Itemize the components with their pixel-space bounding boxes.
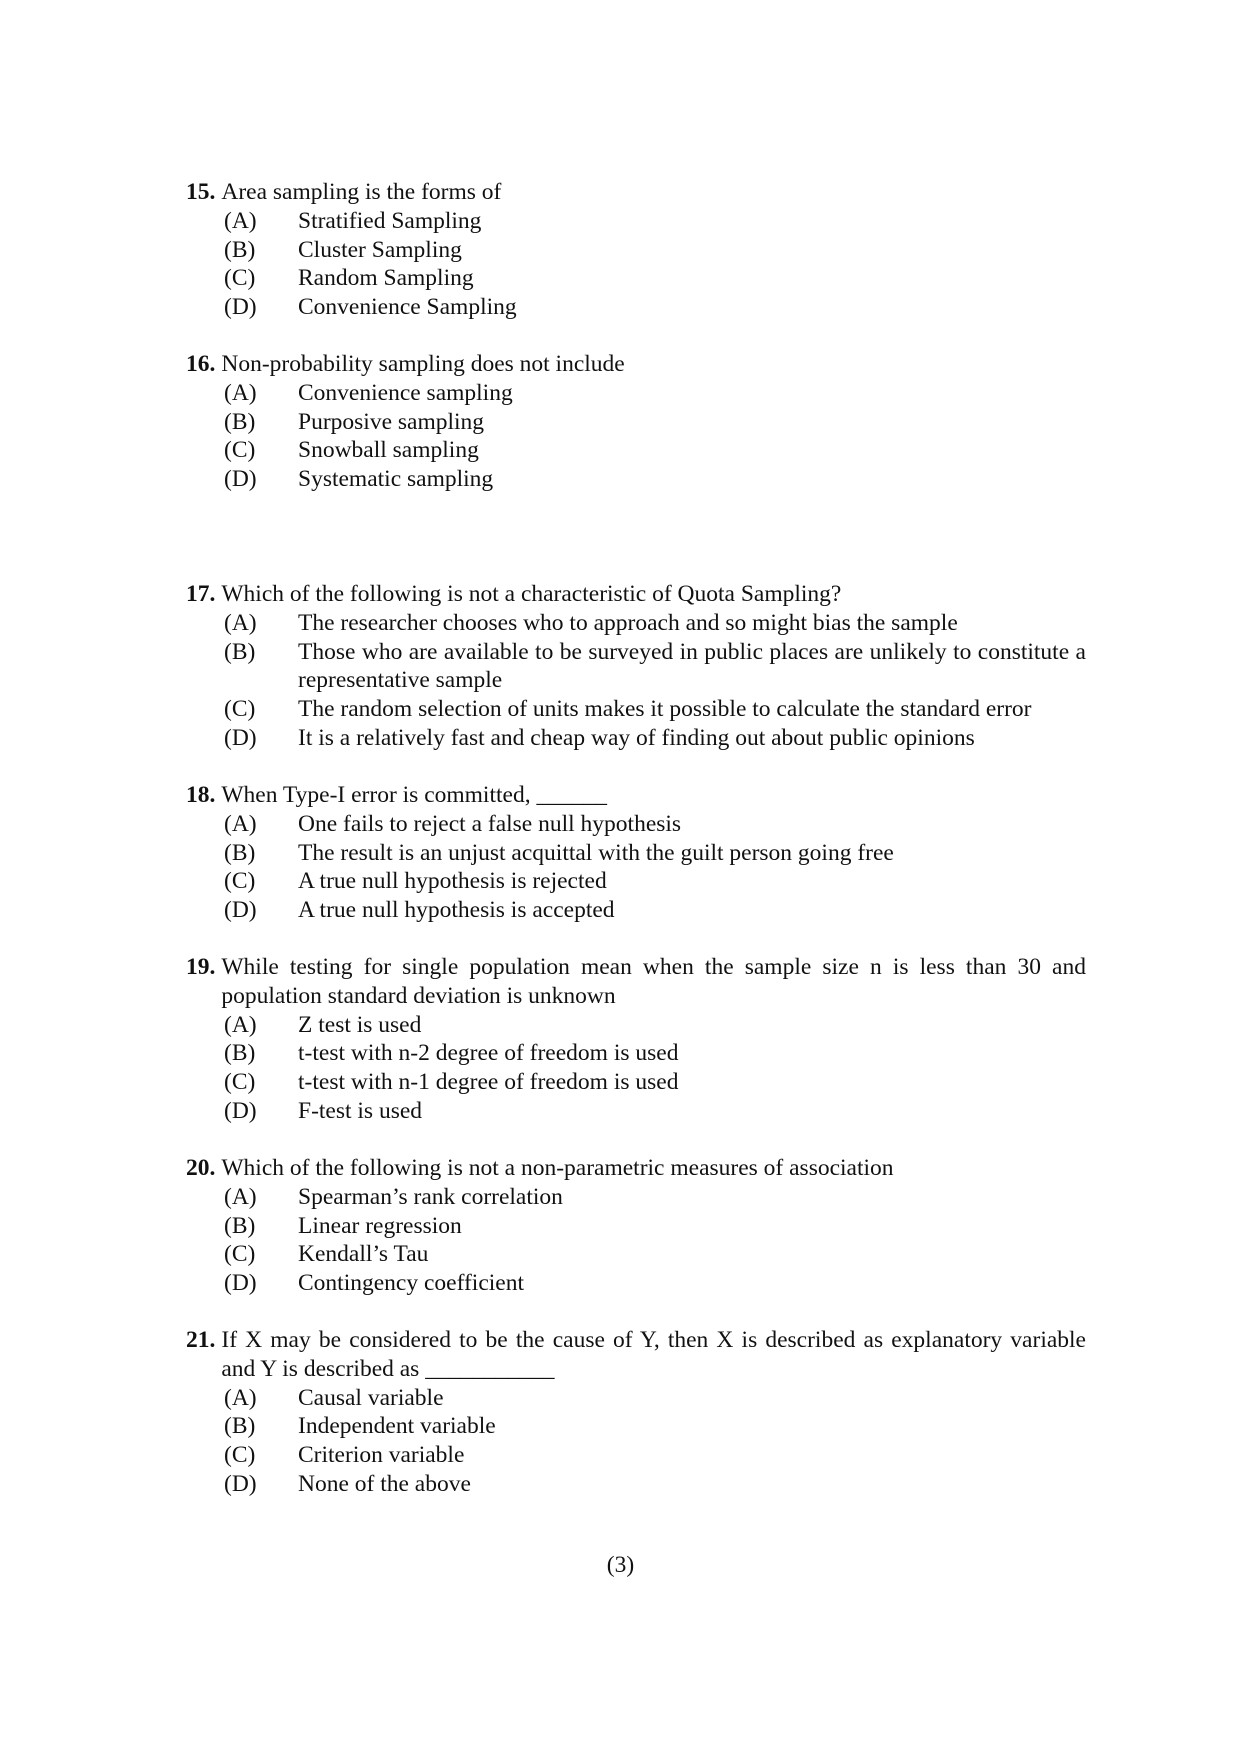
option-text: t-test with n-2 degree of freedom is used [298, 1040, 679, 1067]
option-b [224, 1039, 1086, 1068]
question-18 [186, 781, 1086, 925]
question-number: 20. [186, 1155, 216, 1181]
option-a [224, 1011, 1086, 1040]
option-letter: (A) [224, 1183, 257, 1210]
option-text: It is a relatively fast and cheap way of finding out about public opinions [298, 724, 975, 751]
option-list [186, 609, 1086, 753]
option-c [224, 436, 1086, 465]
question-text: Which of the following is not a non-parametric measures of association [221, 1155, 894, 1181]
option-c [224, 1068, 1086, 1097]
question-number: 15. [186, 179, 216, 205]
option-letter: (A) [224, 1011, 257, 1038]
option-c [224, 867, 1086, 896]
option-text: t-test with n-1 degree of freedom is used [298, 1069, 679, 1096]
option-text: Causal variable [298, 1384, 444, 1411]
question-stem [186, 953, 1086, 1011]
option-letter: (D) [224, 897, 257, 924]
option-d [224, 896, 1086, 925]
option-text: Linear regression [298, 1212, 462, 1239]
option-a [224, 207, 1086, 236]
question-number: 17. [186, 581, 216, 607]
option-letter: (A) [224, 609, 257, 636]
question-20 [186, 1154, 1086, 1298]
option-b [224, 1212, 1086, 1241]
question-number: 21. [186, 1327, 216, 1353]
question-text: When Type-I error is committed, ______ [221, 782, 607, 808]
option-letter: (C) [224, 868, 256, 895]
option-text: Snowball sampling [298, 437, 479, 464]
option-letter: (A) [224, 379, 257, 406]
option-letter: (A) [224, 1384, 257, 1411]
option-text: Criterion variable [298, 1442, 465, 1469]
option-a [224, 1183, 1086, 1212]
question-stem [186, 1154, 1086, 1183]
option-d [224, 724, 1086, 753]
question-19 [186, 953, 1086, 1126]
page-number: (3) [606, 1552, 635, 1578]
option-letter: (B) [224, 638, 256, 665]
option-letter: (C) [224, 696, 256, 723]
option-d [224, 1097, 1086, 1126]
option-c [224, 1240, 1086, 1269]
question-stem [186, 1326, 1086, 1384]
question-stem [186, 781, 1086, 810]
option-b [224, 839, 1086, 868]
option-text: Those who are available to be surveyed in public places are unlikely to constitute a representative sample [298, 638, 1086, 694]
question-stem [186, 580, 1086, 609]
option-letter: (D) [224, 1097, 257, 1124]
option-d [224, 1269, 1086, 1298]
option-letter: (B) [224, 1212, 256, 1239]
option-text: Systematic sampling [298, 466, 494, 493]
option-letter: (D) [224, 724, 257, 751]
option-letter: (D) [224, 294, 257, 321]
option-letter: (C) [224, 265, 256, 292]
option-letter: (D) [224, 1470, 257, 1497]
option-text: Stratified Sampling [298, 207, 482, 234]
option-text: None of the above [298, 1470, 471, 1497]
option-text: The researcher chooses who to approach and so might bias the sample [298, 609, 958, 636]
option-list [186, 1384, 1086, 1499]
option-letter: (C) [224, 1442, 256, 1469]
option-list [186, 810, 1086, 925]
option-letter: (D) [224, 466, 257, 493]
option-c [224, 1441, 1086, 1470]
option-a [224, 379, 1086, 408]
option-b [224, 408, 1086, 437]
question-text: Area sampling is the forms of [221, 179, 502, 205]
question-number: 19. [186, 954, 216, 980]
question-number: 16. [186, 351, 216, 377]
option-letter: (B) [224, 1413, 256, 1440]
question-17 [186, 580, 1086, 753]
option-text: The random selection of units makes it possible to calculate the standard error [298, 696, 1032, 723]
question-stem [186, 350, 1086, 379]
option-c [224, 264, 1086, 293]
option-letter: (C) [224, 437, 256, 464]
option-letter: (B) [224, 408, 256, 435]
option-text: Cluster Sampling [298, 236, 462, 263]
question-21 [186, 1326, 1086, 1499]
question-number: 18. [186, 782, 216, 808]
question-15 [186, 178, 1086, 322]
option-text: The result is an unjust acquittal with the guilt person going free [298, 839, 894, 866]
option-list [186, 379, 1086, 494]
option-text: F-test is used [298, 1097, 423, 1124]
option-text: Purposive sampling [298, 408, 485, 435]
option-text: A true null hypothesis is rejected [298, 868, 607, 895]
option-list [186, 1011, 1086, 1126]
option-a [224, 609, 1086, 638]
option-d [224, 1470, 1086, 1499]
option-text: Independent variable [298, 1413, 496, 1440]
option-list [186, 207, 1086, 322]
option-letter: (D) [224, 1270, 257, 1297]
option-letter: (C) [224, 1069, 256, 1096]
option-d [224, 293, 1086, 322]
option-b [224, 236, 1086, 265]
option-list [186, 1183, 1086, 1298]
option-text: Kendall’s Tau [298, 1241, 429, 1268]
option-letter: (B) [224, 236, 256, 263]
option-b [224, 638, 1086, 696]
question-text: Which of the following is not a characteristic of Quota Sampling? [221, 581, 842, 607]
option-text: Z test is used [298, 1011, 422, 1038]
option-d [224, 465, 1086, 494]
option-letter: (C) [224, 1241, 256, 1268]
option-text: Convenience Sampling [298, 294, 517, 321]
option-c [224, 695, 1086, 724]
question-text: Non-probability sampling does not include [221, 351, 625, 377]
question-stem [186, 178, 1086, 207]
option-letter: (B) [224, 839, 256, 866]
option-text: A true null hypothesis is accepted [298, 897, 615, 924]
option-text: Spearman’s rank correlation [298, 1183, 563, 1210]
option-letter: (A) [224, 207, 257, 234]
option-letter: (B) [224, 1040, 256, 1067]
question-16 [186, 350, 1086, 494]
option-text: Random Sampling [298, 265, 474, 292]
option-text: Contingency coefficient [298, 1270, 525, 1297]
question-text: If X may be considered to be the cause of Y, then X is described as explanatory variable and Y is described as ___________ [221, 1327, 1086, 1382]
option-text: One fails to reject a false null hypothesis [298, 810, 682, 837]
option-a [224, 1384, 1086, 1413]
option-letter: (A) [224, 810, 257, 837]
question-text: While testing for single population mean when the sample size n is less than 30 and population standard deviation is unknown [221, 954, 1086, 1009]
option-text: Convenience sampling [298, 379, 513, 406]
option-a [224, 810, 1086, 839]
option-b [224, 1412, 1086, 1441]
